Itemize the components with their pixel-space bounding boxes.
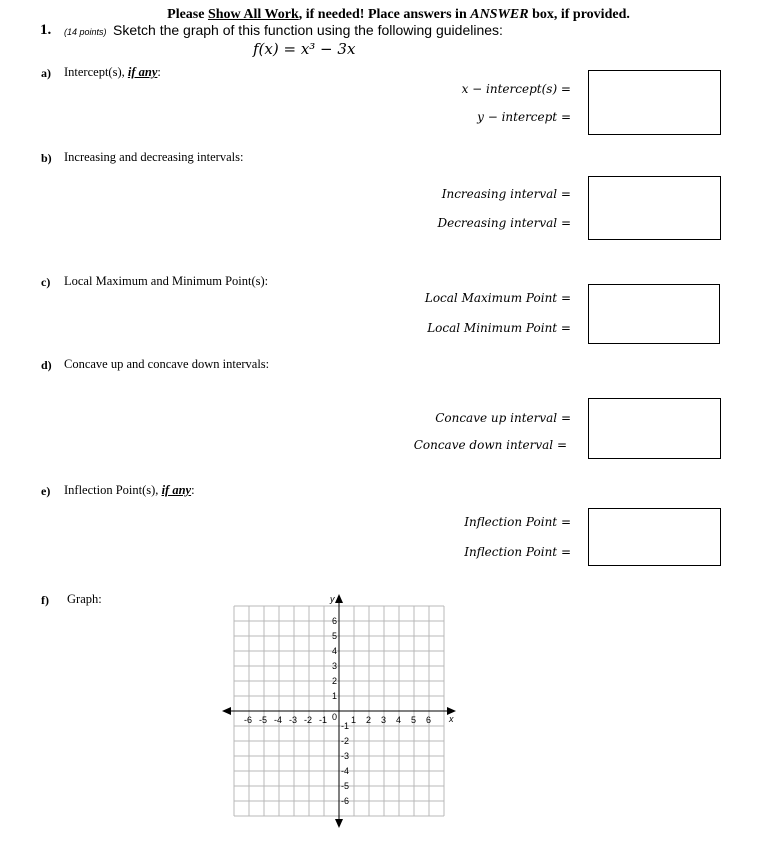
decreasing-interval-label: Decreasing interval = [437, 216, 571, 230]
y-axis-down-arrow [335, 819, 343, 828]
y-axis-up-arrow [335, 594, 343, 603]
concave-down-label: Concave down interval = [413, 438, 567, 452]
header-show-all-work: Show All Work [207, 7, 299, 22]
inflection-point-label-2: Inflection Point = [464, 545, 571, 559]
answer-box-intervals[interactable] [588, 176, 721, 240]
header-text-2: , if needed! Place answers in [298, 7, 471, 22]
x-tick-label: -5 [259, 715, 268, 725]
increasing-interval-label: Increasing interval = [441, 187, 571, 201]
part-a-prompt: Intercept(s), [64, 65, 128, 79]
part-b-label: b) [41, 151, 52, 165]
x-tick-label: 3 [381, 715, 387, 725]
x-axis-left-arrow [222, 707, 231, 715]
x-axis-label: x [449, 714, 454, 724]
y-tick-label: 1 [332, 691, 338, 701]
part-d-text: Concave up and concave down intervals: [64, 357, 270, 371]
x-tick-label: 6 [426, 715, 432, 725]
y-tick-label: 3 [332, 661, 338, 671]
y-tick-label: 4 [332, 646, 338, 656]
part-b-text: Increasing and decreasing intervals: [64, 150, 244, 164]
axes [222, 594, 456, 828]
part-e-suffix: : [191, 483, 195, 497]
y-tick-label: -4 [341, 766, 350, 776]
y-tick-label: -6 [341, 796, 350, 806]
part-e-prompt: Inflection Point(s), [64, 483, 162, 497]
y-axis-label: y [330, 594, 335, 604]
part-e-text [64, 483, 195, 498]
part-a-label: a) [41, 66, 51, 80]
answer-box-intercepts[interactable] [588, 70, 721, 135]
y-tick-label: 2 [332, 676, 338, 686]
part-f-text: Graph: [67, 592, 102, 606]
header-answer-word: ANSWER [470, 7, 529, 22]
inflection-point-label-1: Inflection Point = [464, 515, 571, 529]
answer-box-concavity[interactable] [588, 398, 721, 459]
part-f-label: f) [41, 593, 49, 607]
part-a-emphasis: if any [127, 65, 158, 79]
x-tick-label: 2 [366, 715, 372, 725]
y-tick-label: -2 [341, 736, 350, 746]
part-e-emphasis: if any [161, 483, 192, 497]
local-max-label: Local Maximum Point = [424, 291, 571, 305]
page-header [0, 7, 757, 23]
x-intercept-label: x − intercept(s) = [461, 82, 571, 96]
part-c-label: c) [41, 275, 51, 289]
x-tick-label: -2 [304, 715, 313, 725]
x-tick-label: -4 [274, 715, 283, 725]
x-tick-label: -6 [244, 715, 253, 725]
part-a-text [64, 65, 161, 80]
y-intercept-label: y − intercept = [477, 110, 571, 124]
y-tick-label: -3 [341, 751, 350, 761]
part-d-label: d) [41, 358, 52, 372]
x-tick-label: -1 [319, 715, 328, 725]
part-c-text: Local Maximum and Minimum Point(s): [64, 274, 269, 288]
answer-box-inflection[interactable] [588, 508, 721, 566]
part-a-suffix: : [157, 65, 161, 79]
answer-box-extrema[interactable] [588, 284, 720, 344]
x-tick-label: -3 [289, 715, 298, 725]
y-tick-label: -5 [341, 781, 350, 791]
coordinate-grid[interactable] [222, 592, 462, 832]
part-e-label: e) [41, 484, 51, 498]
function-formula: f(x) = x³ − 3x [253, 40, 356, 58]
header-text: Please [167, 7, 208, 22]
question-instruction: Sketch the graph of this function using the following guidelines: [113, 22, 503, 38]
y-tick-label: 5 [332, 631, 338, 641]
question-points: (14 points) [64, 27, 107, 37]
y-tick-label: -1 [341, 721, 350, 731]
x-tick-label: 4 [396, 715, 402, 725]
concave-up-label: Concave up interval = [435, 411, 571, 425]
y-tick-label: 6 [332, 616, 338, 626]
x-tick-label: 5 [411, 715, 417, 725]
local-min-label: Local Minimum Point = [427, 321, 571, 335]
header-text-3: box, if provided. [528, 7, 630, 22]
question-number: 1. [40, 22, 52, 38]
x-tick-label: 1 [351, 715, 357, 725]
origin-label: 0 [332, 712, 338, 722]
